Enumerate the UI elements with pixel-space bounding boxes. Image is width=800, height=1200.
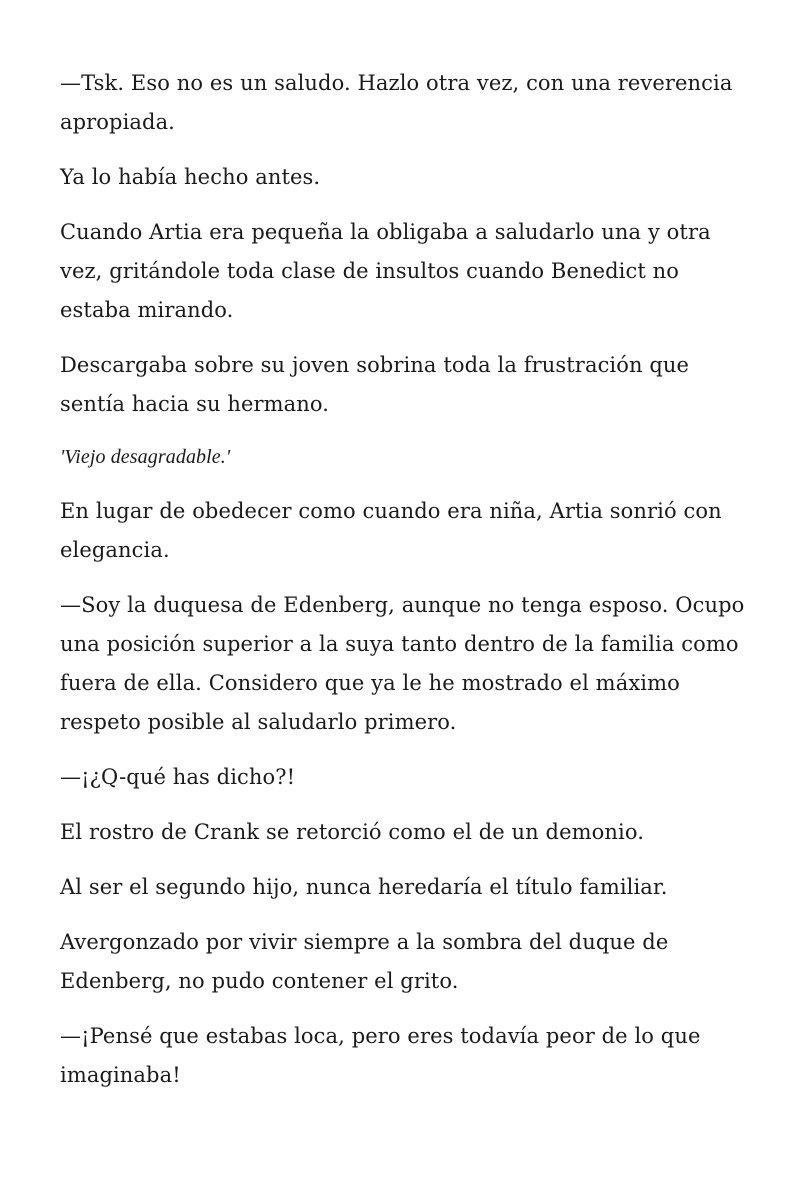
paragraph-4: Descargaba sobre su joven sobrina toda la frustración que sentía hacia su hermano. [60, 353, 690, 416]
paragraph-6: En lugar de obedecer como cuando era niña, Artia sonrió con elegancia. [60, 499, 722, 562]
paragraph-11: Avergonzado por vivir siempre a la sombra del duque de Edenberg, no pudo contener el grito. [60, 930, 669, 993]
reader-page [60, 64, 750, 1111]
thought-paragraph: 'Viejo desagradable.' [60, 446, 231, 468]
paragraph-2: Ya lo había hecho antes. [60, 165, 321, 189]
paragraph-10: Al ser el segundo hijo, nunca heredaría el título familiar. [60, 875, 668, 899]
paragraph-1: —Tsk. Eso no es un saludo. Hazlo otra vez, con una reverencia apropiada. [60, 71, 733, 134]
paragraph-9: El rostro de Crank se retorció como el de un demonio. [60, 820, 644, 844]
paragraph-7: —Soy la duquesa de Edenberg, aunque no tenga esposo. Ocupo una posición superior a la suya tanto dentro de la familia como fuera de ella. Considero que ya le he mostrado el máximo respeto posible al saludarlo primero. [60, 593, 745, 734]
paragraph-8: —¡¿Q-qué has dicho?! [60, 765, 296, 789]
paragraph-3: Cuando Artia era pequeña la obligaba a saludarlo una y otra vez, gritándole toda clase de insultos cuando Benedict no estaba mirando. [60, 220, 711, 322]
paragraph-12: —¡Pensé que estabas loca, pero eres todavía peor de lo que imaginaba! [60, 1024, 701, 1087]
